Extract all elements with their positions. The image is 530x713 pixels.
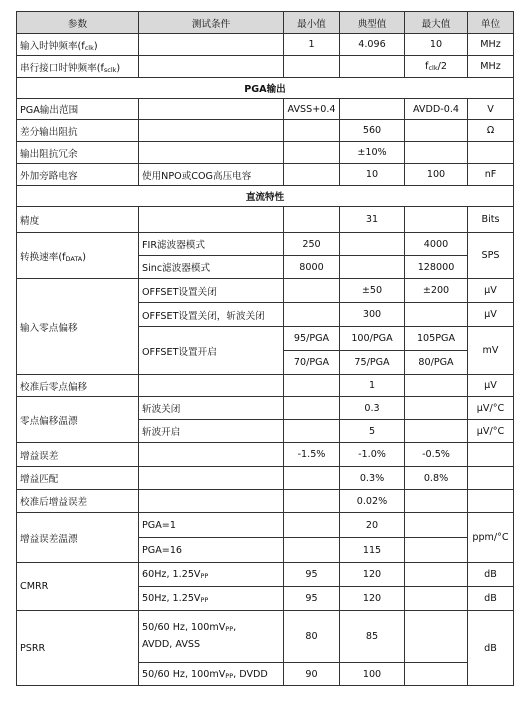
table-row	[17, 375, 514, 397]
col-header-condition: 测试条件	[139, 12, 284, 34]
typ-cell: 0.3	[340, 397, 405, 420]
typ-cell: 4.096	[340, 34, 405, 56]
typ-cell: 10	[340, 164, 405, 186]
typ-cell: 5	[340, 420, 405, 443]
section-title: 直流特性	[17, 186, 514, 207]
table-row	[17, 56, 514, 78]
param-cell: 校准后零点偏移	[17, 375, 139, 397]
typ-cell: 100	[340, 663, 405, 686]
col-header-unit: 单位	[468, 12, 514, 34]
min-cell	[284, 490, 340, 513]
unit-cell: μV/°C	[468, 397, 514, 420]
typ-cell: 1	[340, 375, 405, 397]
max-cell: 105PGA	[405, 327, 468, 351]
unit-cell	[468, 443, 514, 467]
condition-cell	[139, 467, 284, 490]
min-cell: 80	[284, 611, 340, 663]
unit-cell: μV	[468, 375, 514, 397]
max-cell	[405, 538, 468, 563]
unit-cell: μV	[468, 303, 514, 327]
param-cell: 串行接口时钟频率$(f_{sclk})$	[17, 56, 139, 78]
max-cell	[405, 490, 468, 513]
unit-cell: Bits	[468, 207, 514, 233]
max-cell	[405, 587, 468, 611]
unit-cell: nF	[468, 164, 514, 186]
param-cell: 增益误差	[17, 443, 139, 467]
condition-cell	[139, 490, 284, 513]
param-cell: 输入时钟频率$(f_{clk})$	[17, 34, 139, 56]
unit-cell: V	[468, 99, 514, 120]
param-cell: 校准后增益误差	[17, 490, 139, 513]
unit-cell: Ω	[468, 120, 514, 142]
param-cell: CMRR	[17, 563, 139, 611]
section-row	[17, 186, 514, 207]
table-row	[17, 443, 514, 467]
condition-cell	[139, 375, 284, 397]
max-cell	[405, 563, 468, 587]
unit-cell: dB	[468, 563, 514, 587]
min-cell	[284, 142, 340, 164]
param-cell: PSRR	[17, 611, 139, 686]
table-row	[17, 99, 514, 120]
max-cell: 4000	[405, 233, 468, 256]
max-cell	[405, 397, 468, 420]
min-cell: 1	[284, 34, 340, 56]
unit-cell: MHz	[468, 56, 514, 78]
min-cell: 95	[284, 587, 340, 611]
condition-cell	[139, 34, 284, 56]
max-cell	[405, 513, 468, 538]
max-cell	[405, 142, 468, 164]
max-cell	[405, 120, 468, 142]
min-cell	[284, 467, 340, 490]
typ-cell: 20	[340, 513, 405, 538]
max-cell	[405, 303, 468, 327]
condition-cell: OFFSET设置开启	[139, 327, 284, 375]
unit-cell: μV/°C	[468, 420, 514, 443]
condition-cell: 60Hz, $1.25V_{PP}$	[139, 563, 284, 587]
table-row	[17, 513, 514, 538]
condition-cell: 斩波关闭	[139, 397, 284, 420]
table-row	[17, 611, 514, 663]
section-title: PGA输出	[17, 78, 514, 99]
table-row	[17, 233, 514, 256]
unit-cell	[468, 467, 514, 490]
condition-cell: OFFSET设置关闭	[139, 279, 284, 303]
max-cell: 80/PGA	[405, 351, 468, 375]
min-cell: 95	[284, 563, 340, 587]
typ-cell: 0.02%	[340, 490, 405, 513]
condition-cell	[139, 142, 284, 164]
unit-cell	[468, 142, 514, 164]
min-cell: 70/PGA	[284, 351, 340, 375]
typ-cell: -1.0%	[340, 443, 405, 467]
condition-cell: FIR滤波器模式	[139, 233, 284, 256]
condition-cell	[139, 207, 284, 233]
table-row	[17, 563, 514, 587]
unit-cell: dB	[468, 611, 514, 686]
condition-cell	[139, 99, 284, 120]
min-cell	[284, 420, 340, 443]
table-row	[17, 397, 514, 420]
param-cell: 差分输出阻抗	[17, 120, 139, 142]
condition-cell: 斩波开启	[139, 420, 284, 443]
param-cell: 增益误差温漂	[17, 513, 139, 563]
condition-cell: PGA=1	[139, 513, 284, 538]
min-cell: 95/PGA	[284, 327, 340, 351]
condition-cell: 使用NPO或COG高压电容	[139, 164, 284, 186]
col-header-min: 最小值	[284, 12, 340, 34]
table-row	[17, 164, 514, 186]
section-row	[17, 78, 514, 99]
table-row	[17, 490, 514, 513]
min-cell: -1.5%	[284, 443, 340, 467]
table-row	[17, 467, 514, 490]
typ-cell: 100/PGA	[340, 327, 405, 351]
unit-cell: dB	[468, 587, 514, 611]
typ-cell: 120	[340, 587, 405, 611]
min-cell	[284, 375, 340, 397]
param-cell: 精度	[17, 207, 139, 233]
param-cell: 输出阻抗冗余	[17, 142, 139, 164]
min-cell: 8000	[284, 256, 340, 279]
min-cell	[284, 207, 340, 233]
condition-cell: 50/60 Hz, $100mV_{PP}$, AVDD, AVSS	[139, 611, 284, 663]
typ-cell: 31	[340, 207, 405, 233]
typ-cell: 85	[340, 611, 405, 663]
min-cell	[284, 397, 340, 420]
col-header-param: 参数	[17, 12, 139, 34]
max-cell: 10	[405, 34, 468, 56]
max-cell: AVDD-0.4	[405, 99, 468, 120]
min-cell: 90	[284, 663, 340, 686]
condition-cell: 50Hz, $1.25V_{PP}$	[139, 587, 284, 611]
table-row	[17, 279, 514, 303]
typ-cell: 120	[340, 563, 405, 587]
header-row	[17, 12, 514, 34]
condition-cell: PGA=16	[139, 538, 284, 563]
spec-table	[16, 11, 514, 686]
max-cell: $f_{clk}/2$	[405, 56, 468, 78]
param-cell: 增益匹配	[17, 467, 139, 490]
table-row	[17, 207, 514, 233]
col-header-max: 最大值	[405, 12, 468, 34]
typ-cell: 560	[340, 120, 405, 142]
typ-cell: 115	[340, 538, 405, 563]
unit-cell: mV	[468, 327, 514, 375]
unit-cell: μV	[468, 279, 514, 303]
min-cell: 250	[284, 233, 340, 256]
max-cell	[405, 207, 468, 233]
col-header-typ: 典型值	[340, 12, 405, 34]
min-cell	[284, 56, 340, 78]
table-row	[17, 120, 514, 142]
typ-cell: ±50	[340, 279, 405, 303]
max-cell	[405, 611, 468, 663]
typ-cell: 300	[340, 303, 405, 327]
unit-cell: SPS	[468, 233, 514, 279]
max-cell: 0.8%	[405, 467, 468, 490]
condition-cell: OFFSET设置关闭，斩波关闭	[139, 303, 284, 327]
max-cell	[405, 375, 468, 397]
param-cell: 转换速率$(f_{DATA})$	[17, 233, 139, 279]
max-cell: -0.5%	[405, 443, 468, 467]
unit-cell	[468, 490, 514, 513]
typ-cell	[340, 99, 405, 120]
max-cell: ±200	[405, 279, 468, 303]
param-cell: PGA输出范围	[17, 99, 139, 120]
max-cell	[405, 420, 468, 443]
condition-cell	[139, 120, 284, 142]
typ-cell: ±10%	[340, 142, 405, 164]
min-cell	[284, 279, 340, 303]
param-cell: 外加旁路电容	[17, 164, 139, 186]
table-row	[17, 34, 514, 56]
typ-cell	[340, 56, 405, 78]
unit-cell: MHz	[468, 34, 514, 56]
typ-cell	[340, 233, 405, 256]
condition-cell	[139, 443, 284, 467]
typ-cell: 75/PGA	[340, 351, 405, 375]
min-cell	[284, 303, 340, 327]
unit-cell: ppm/°C	[468, 513, 514, 563]
table-row	[17, 142, 514, 164]
max-cell: 128000	[405, 256, 468, 279]
condition-cell: Sinc滤波器模式	[139, 256, 284, 279]
min-cell	[284, 120, 340, 142]
param-cell: 零点偏移温漂	[17, 397, 139, 443]
min-cell	[284, 538, 340, 563]
max-cell	[405, 663, 468, 686]
condition-cell	[139, 56, 284, 78]
max-cell: 100	[405, 164, 468, 186]
min-cell	[284, 513, 340, 538]
condition-cell: 50/60 Hz, $100mV_{PP}$, DVDD	[139, 663, 284, 686]
min-cell	[284, 164, 340, 186]
typ-cell: 0.3%	[340, 467, 405, 490]
min-cell: AVSS+0.4	[284, 99, 340, 120]
typ-cell	[340, 256, 405, 279]
param-cell: 输入零点偏移	[17, 279, 139, 375]
